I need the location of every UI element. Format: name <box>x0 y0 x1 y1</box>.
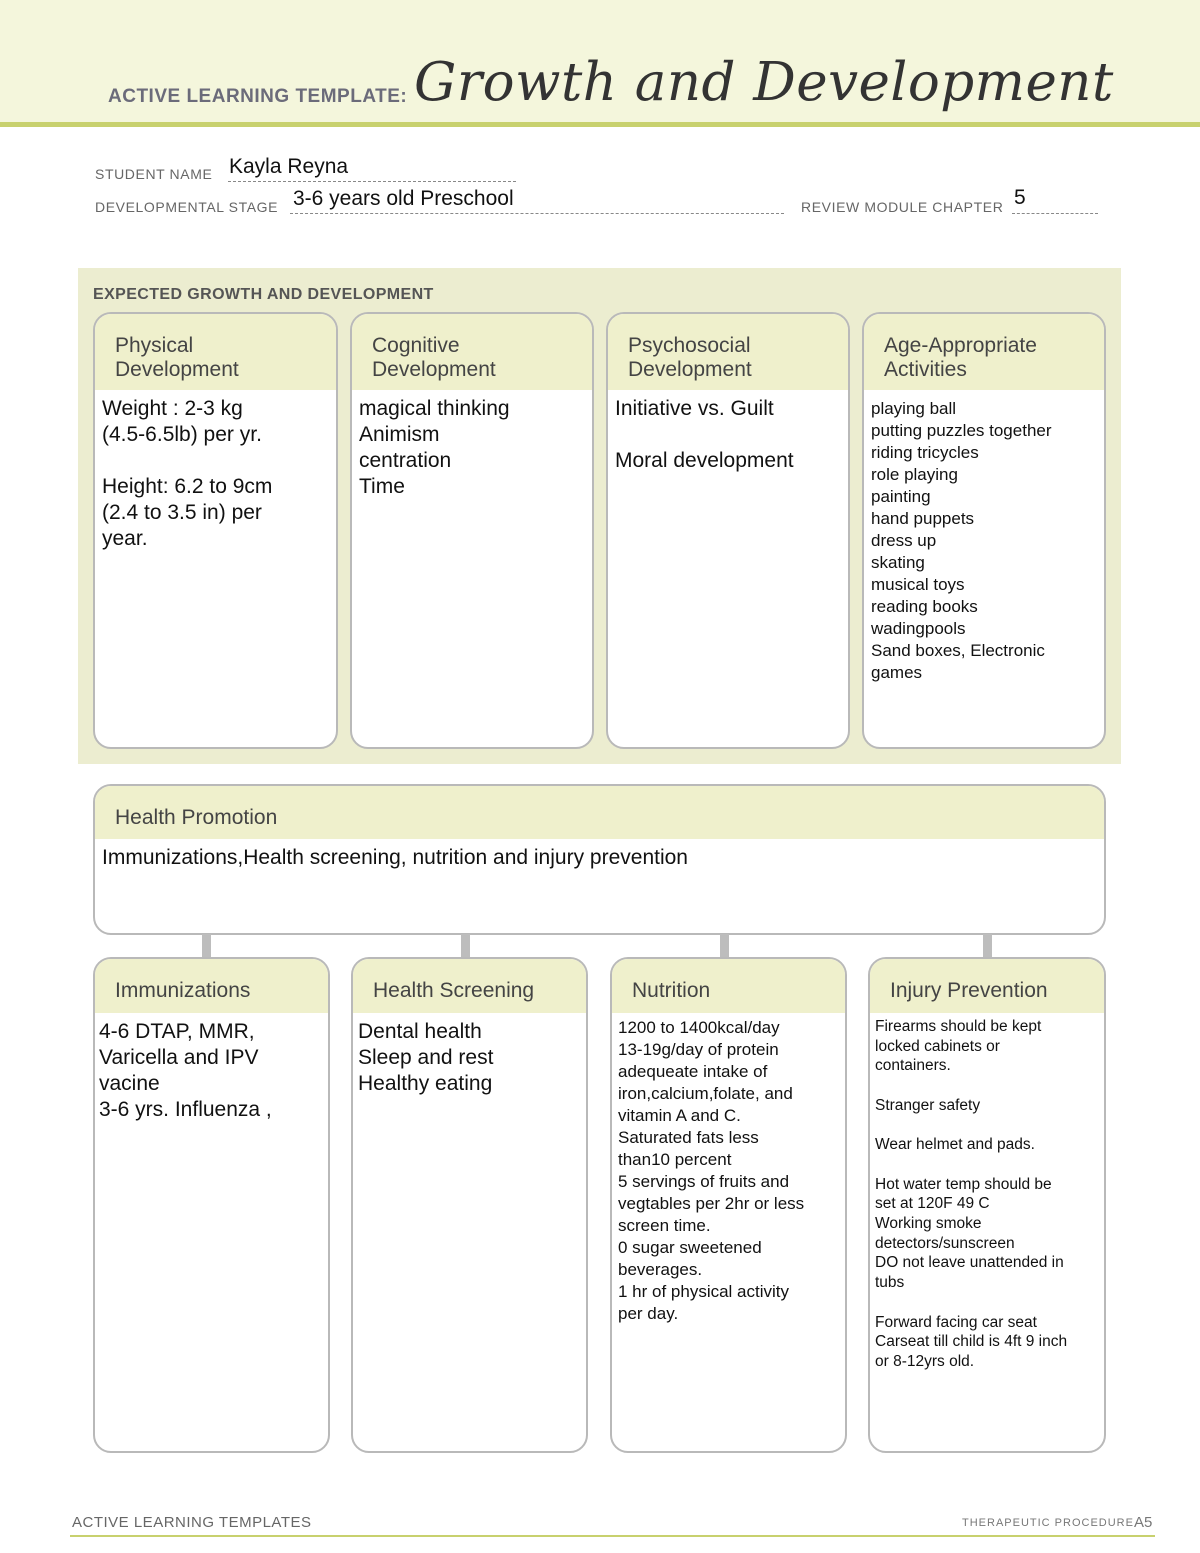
student-name-label: STUDENT NAME <box>95 166 213 182</box>
psychosocial-development-heading: Psychosocial Development <box>608 314 848 390</box>
connector <box>202 934 211 958</box>
health-screening-heading: Health Screening <box>353 959 586 1013</box>
review-chapter-label: REVIEW MODULE CHAPTER <box>801 199 1004 215</box>
health-promotion-text[interactable]: Immunizations,Health screening, nutrition and injury prevention <box>102 846 688 869</box>
physical-development-card <box>93 312 338 749</box>
student-name-field[interactable]: Kayla Reyna <box>229 155 349 178</box>
psychosocial-development-card <box>606 312 850 749</box>
connector <box>461 934 470 958</box>
physical-development-text[interactable]: Weight : 2-3 kg (4.5-6.5lb) per yr. Height: 6.2 to 9cm (2.4 to 3.5 in) per year. <box>102 397 273 550</box>
developmental-stage-line <box>290 213 784 214</box>
immunizations-card <box>93 957 330 1453</box>
health-promotion-heading: Health Promotion <box>95 786 1104 839</box>
footer-rule <box>70 1535 1155 1537</box>
immunizations-heading: Immunizations <box>95 959 328 1013</box>
nutrition-card <box>610 957 847 1453</box>
cognitive-development-heading: Cognitive Development <box>352 314 592 390</box>
health-promotion-card <box>93 784 1106 935</box>
physical-development-heading: Physical Development <box>95 314 336 390</box>
header-rule <box>0 122 1200 127</box>
age-appropriate-activities-text[interactable]: playing ball putting puzzles together riding tricycles role playing painting hand puppets dress up skating musical toys reading books wadingpools Sand boxes, Electronic games <box>871 399 1052 682</box>
nutrition-text[interactable]: 1200 to 1400kcal/day 13-19g/day of protein adequeate intake of iron,calcium,folate, and vitamin A and C. Saturated fats less than10 percent 5 servings of fruits and vegtables per 2hr or less screen time. 0 sugar sweetened beverages. 1 hr of physical activity per day. <box>618 1018 805 1323</box>
immunizations-text[interactable]: 4-6 DTAP, MMR, Varicella and IPV vacine 3-6 yrs. Influenza , <box>99 1020 272 1121</box>
developmental-stage-field[interactable]: 3-6 years old Preschool <box>293 187 514 210</box>
nutrition-heading: Nutrition <box>612 959 845 1013</box>
template-label: ACTIVE LEARNING TEMPLATE: <box>108 86 408 107</box>
cognitive-development-card <box>350 312 594 749</box>
connector <box>983 934 992 958</box>
health-screening-card <box>351 957 588 1453</box>
cognitive-development-text[interactable]: magical thinking Animism centration Time <box>359 397 510 498</box>
age-appropriate-activities-heading: Age-Appropriate Activities <box>864 314 1104 390</box>
footer-left-label: ACTIVE LEARNING TEMPLATES <box>72 1514 312 1531</box>
review-chapter-line <box>1012 213 1098 214</box>
developmental-stage-label: DEVELOPMENTAL STAGE <box>95 199 279 215</box>
connector <box>720 934 729 958</box>
footer-right-label: THERAPEUTIC PROCEDURE <box>962 1517 1134 1529</box>
injury-prevention-text[interactable]: Firearms should be kept locked cabinets or containers. Stranger safety Wear helmet and pads. Hot water temp should be set at 120F 49 C Working smoke detectors/sunscreen DO not leave unattended in tubs Forward facing car seat Carseat till child is 4ft 9 inch or 8-12yrs old. <box>875 1018 1068 1370</box>
page-title: Growth and Development <box>414 52 1114 113</box>
psychosocial-development-text[interactable]: Initiative vs. Guilt Moral development <box>615 397 794 472</box>
health-screening-text[interactable]: Dental health Sleep and rest Healthy eating <box>358 1020 494 1095</box>
student-name-line <box>228 181 516 182</box>
injury-prevention-heading: Injury Prevention <box>870 959 1104 1013</box>
page-number: A5 <box>1134 1514 1153 1531</box>
review-chapter-field[interactable]: 5 <box>1014 186 1026 209</box>
expected-growth-title: EXPECTED GROWTH AND DEVELOPMENT <box>93 286 434 303</box>
injury-prevention-card <box>868 957 1106 1453</box>
age-appropriate-activities-card <box>862 312 1106 749</box>
